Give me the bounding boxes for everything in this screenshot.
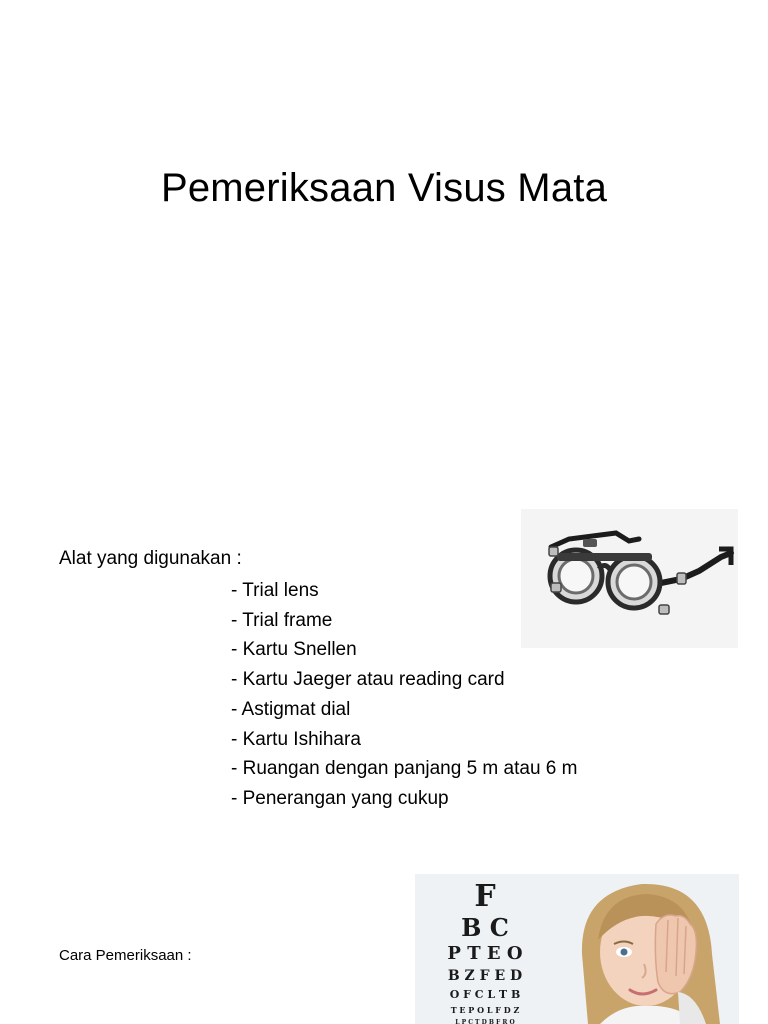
tool-item: - Kartu Ishihara: [231, 728, 361, 750]
tool-item: - Kartu Jaeger atau reading card: [231, 669, 505, 691]
chart-row: F: [474, 879, 496, 914]
tool-item: - Penerangan yang cukup: [231, 787, 449, 809]
chart-row: B Z F E D: [447, 968, 523, 984]
tool-item: - Astigmat dial: [231, 698, 351, 720]
tool-item: - Trial lens: [231, 580, 319, 601]
snellen-chart: [415, 880, 555, 1024]
child-covering-eye-illustration: [560, 874, 739, 1024]
chart-row: P T E O: [447, 943, 523, 964]
tool-item: - Trial frame: [231, 609, 333, 631]
tool-item: - Ruangan dengan panjang 5 m atau 6 m: [231, 758, 578, 780]
tool-item: - Kartu Snellen: [231, 639, 357, 661]
chart-row: T E P O L F D Z: [450, 1005, 520, 1015]
chart-row: O F C L T B: [449, 988, 521, 1001]
slide-title: Pemeriksaan Visus Mata: [160, 166, 608, 210]
tools-label: Alat yang digunakan :: [59, 548, 242, 569]
chart-row: L P C T D B F R O: [455, 1019, 515, 1024]
eye-chart-photo: [415, 874, 739, 1024]
method-label: Cara Pemeriksaan :: [59, 947, 192, 964]
tools-list: [231, 576, 577, 814]
chart-row: B C: [461, 913, 509, 942]
